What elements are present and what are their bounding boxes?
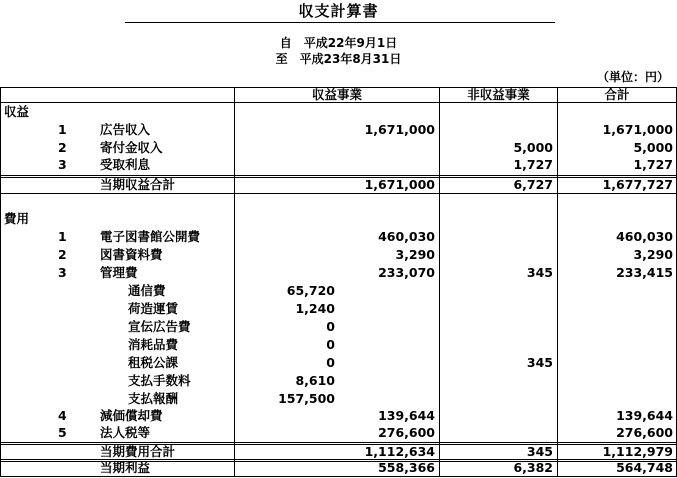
income-item-total: 5,000 (633, 140, 673, 155)
ledger-table (0, 87, 677, 477)
income-subtotal-total: 1,677,727 (602, 177, 673, 192)
col-border-profit (234, 87, 235, 477)
expense-item-label: 管理費 (100, 265, 138, 280)
col-header-profit: 収益事業 (311, 87, 362, 102)
expense-item-label: 図書資料費 (100, 247, 163, 262)
sub-item-label: 支払手数料 (128, 373, 191, 388)
rule-bottom (0, 476, 677, 477)
expense-item-profit: 139,644 (378, 408, 435, 423)
expense-subtotal-total: 1,112,979 (602, 444, 673, 459)
col-border-nonprofit (439, 87, 440, 477)
rule-header (0, 102, 677, 103)
sub-item-label: 通信費 (128, 283, 166, 298)
expense-item-label: 電子図書館公開費 (100, 229, 201, 244)
expense-item-profit: 276,600 (378, 425, 435, 440)
income-item-nonprofit: 5,000 (513, 140, 553, 155)
expense-item-nonprofit: 345 (526, 265, 553, 280)
income-item-label: 寄付金収入 (100, 140, 163, 155)
sub-item-label: 荷造運賃 (128, 301, 179, 316)
expense-item-no: 1 (58, 229, 67, 244)
expense-item-no: 4 (58, 408, 67, 423)
expense-item-label: 法人税等 (100, 425, 151, 440)
sub-item-label: 支払報酬 (128, 391, 179, 406)
expense-item-profit: 233,070 (378, 265, 435, 280)
sub-item-detail: 1,240 (295, 301, 335, 316)
period-from: 自 平成22年9月1日 (279, 36, 398, 50)
net-income-nonprofit: 6,382 (513, 460, 553, 475)
sub-item-label: 消耗品費 (128, 337, 179, 352)
sub-item-label: 租税公課 (128, 355, 179, 370)
expense-heading: 費用 (4, 211, 30, 226)
sub-item-nonprofit: 345 (526, 355, 553, 370)
expense-item-label: 減価償却費 (100, 408, 163, 423)
unit-note: （単位：円） (596, 70, 669, 84)
title-underline (125, 22, 555, 23)
income-item-total: 1,671,000 (602, 122, 673, 137)
net-income-total: 564,748 (616, 460, 673, 475)
expense-item-total: 276,600 (616, 425, 673, 440)
expense-item-total: 3,290 (633, 247, 673, 262)
sub-item-detail: 0 (326, 319, 335, 334)
income-heading: 収益 (4, 104, 30, 119)
expense-subtotal-label: 当期費用合計 (100, 444, 176, 459)
expense-item-total: 233,415 (616, 265, 673, 280)
col-border-left (0, 87, 1, 477)
document-title: 収支計算書 (298, 2, 379, 20)
expense-item-total: 460,030 (616, 229, 673, 244)
period-to: 至 平成23年8月31日 (275, 52, 402, 66)
expense-subtotal-profit: 1,112,634 (364, 444, 435, 459)
sub-item-detail: 157,500 (278, 391, 335, 406)
income-subtotal-label: 当期収益合計 (100, 177, 176, 192)
income-item-total: 1,727 (633, 157, 673, 172)
expense-item-no: 2 (58, 247, 67, 262)
expense-subtotal-nonprofit: 345 (526, 444, 553, 459)
income-item-label: 広告収入 (100, 122, 151, 137)
income-item-label: 受取利息 (100, 157, 151, 172)
income-item-no: 1 (58, 122, 67, 137)
expense-item-profit: 460,030 (378, 229, 435, 244)
sub-item-detail: 8,610 (295, 373, 335, 388)
sub-item-detail: 65,720 (286, 283, 335, 298)
expense-item-profit: 3,290 (395, 247, 435, 262)
income-subtotal-nonprofit: 6,727 (513, 177, 553, 192)
income-item-nonprofit: 1,727 (513, 157, 553, 172)
net-income-profit: 558,366 (378, 460, 435, 475)
col-border-total (557, 87, 558, 477)
income-item-profit: 1,671,000 (364, 122, 435, 137)
expense-item-no: 3 (58, 265, 67, 280)
income-subtotal-profit: 1,671,000 (364, 177, 435, 192)
income-item-no: 3 (58, 157, 67, 172)
income-item-no: 2 (58, 140, 67, 155)
expense-item-no: 5 (58, 425, 67, 440)
col-header-total: 合計 (604, 87, 630, 102)
sub-item-detail: 0 (326, 337, 335, 352)
col-header-nonprofit: 非収益事業 (467, 87, 530, 102)
expense-item-total: 139,644 (616, 408, 673, 423)
rule-income-end (0, 193, 677, 194)
sub-item-detail: 0 (326, 355, 335, 370)
sub-item-label: 宣伝広告費 (128, 319, 191, 334)
net-income-label: 当期利益 (100, 460, 151, 475)
